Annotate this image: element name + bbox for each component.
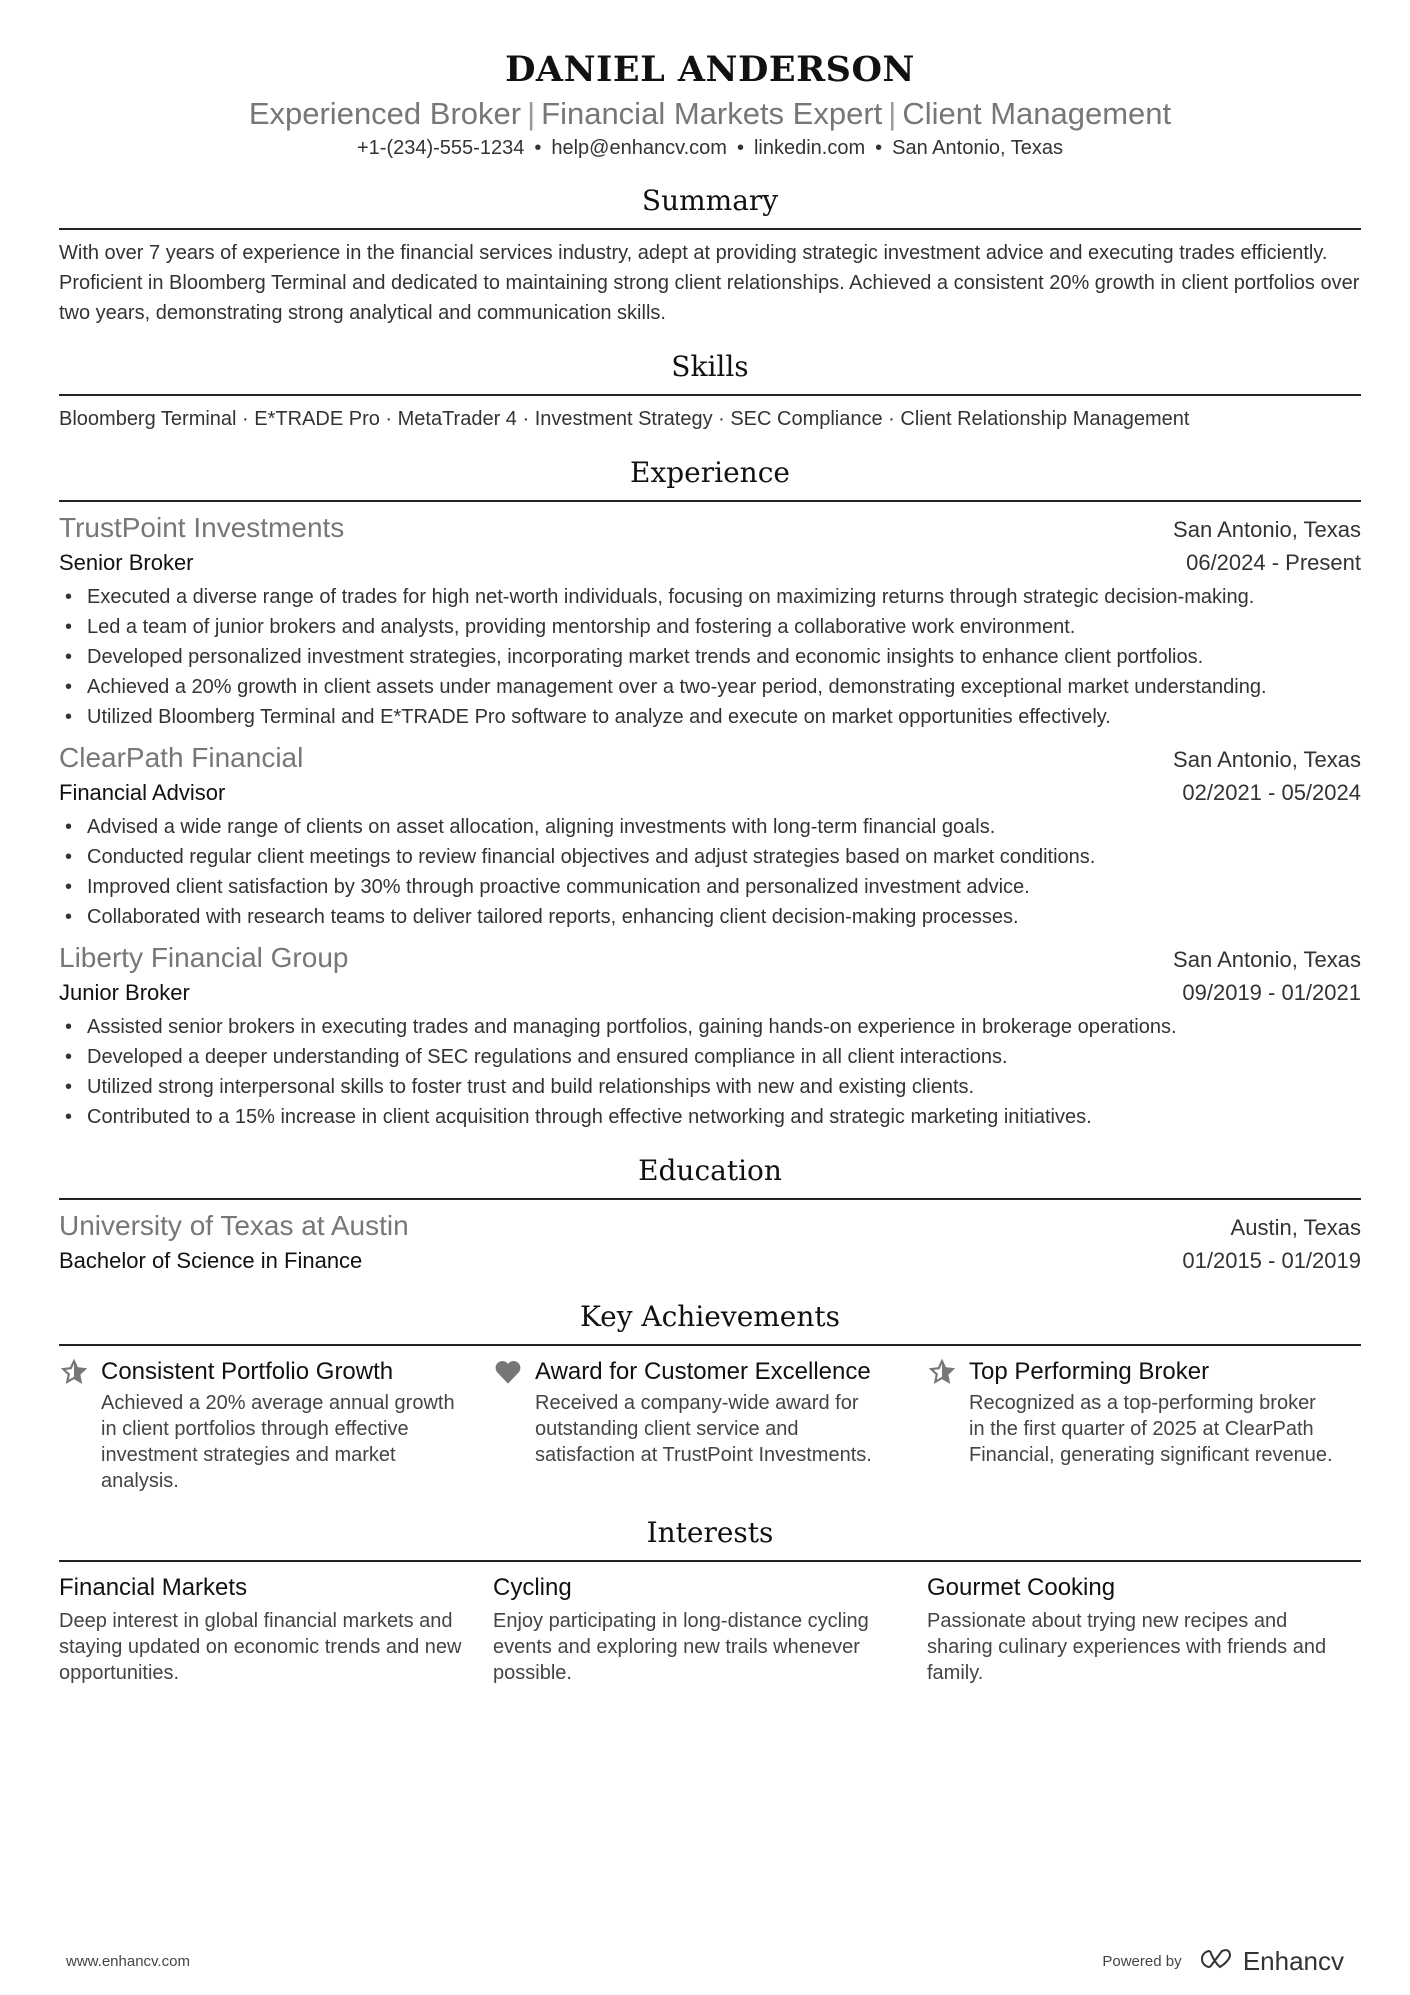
powered-by-label: Powered by — [1102, 1953, 1182, 1970]
resume — [59, 48, 1361, 1686]
achievement-text: Received a company-wide award for outstanding client service and satisfaction at TrustPoint Investments. — [535, 1392, 872, 1466]
degree: Bachelor of Science in Finance — [59, 1248, 363, 1273]
interest-item — [927, 1572, 1361, 1686]
job-role: Financial Advisor — [59, 780, 226, 805]
achievement-item — [927, 1356, 1361, 1494]
skills-list: Bloomberg Terminal · E*TRADE Pro · MetaTrader 4 · Investment Strategy · SEC Compliance · Client Relationship Management — [59, 408, 1190, 430]
bullet-item: • Executed a diverse range of trades for high net-worth individuals, focusing on maximizing returns through strategic decision-making. — [59, 582, 1361, 612]
bullet-item: • Utilized strong interpersonal skills to foster trust and build relationships with new and existing clients. — [59, 1072, 1361, 1102]
job-dates: 06/2024 - Present — [1186, 550, 1361, 575]
achievement-header — [493, 1356, 901, 1388]
section-heading-summary: Summary — [59, 182, 1361, 230]
job-header — [59, 510, 1361, 546]
achievement-title: Consistent Portfolio Growth — [101, 1358, 394, 1385]
bullet-item: • Led a team of junior brokers and analysts, providing mentorship and fostering a collaborative work environment. — [59, 612, 1361, 642]
interest-title: Cycling — [493, 1574, 572, 1601]
bullet-item: • Developed a deeper understanding of SEC regulations and ensured compliance in all client interactions. — [59, 1042, 1361, 1072]
job-role: Senior Broker — [59, 550, 194, 575]
headline — [59, 94, 1361, 134]
linkedin-link[interactable]: linkedin.com — [753, 137, 866, 159]
section-heading-education: Education — [59, 1152, 1361, 1200]
bullet-item: • Contributed to a 15% increase in client acquisition through effective networking and strategic marketing initiatives. — [59, 1102, 1361, 1132]
enhancv-brand-text: Enhancv — [1242, 1946, 1344, 1976]
company-name: ClearPath Financial — [59, 742, 304, 773]
footer — [66, 1946, 1344, 1977]
education-dates: 01/2015 - 01/2019 — [1182, 1248, 1361, 1273]
school-name: University of Texas at Austin — [59, 1210, 409, 1241]
company-name: Liberty Financial Group — [59, 942, 349, 973]
interests-list — [59, 1572, 1361, 1686]
headline-item: Experienced Broker — [248, 96, 522, 131]
section-heading-skills: Skills — [59, 348, 1361, 396]
job-subheader — [59, 776, 1361, 810]
website-link[interactable]: www.enhancv.com — [66, 1953, 190, 1970]
summary-text: With over 7 years of experience in the financial services industry, adept at providing strategic investment advice and executing trades efficiently. Proficient in Bloomberg Terminal and dedicated to maintaining strong client relationships. Achieved a consistent 20% growth in client portfolios over two years, demonstrating strong analytical and communication skills. — [59, 242, 1360, 324]
separator: | — [527, 96, 536, 131]
achievement-title: Award for Customer Excellence — [535, 1358, 871, 1385]
interest-text: Passionate about trying new recipes and sharing culinary experiences with friends and family. — [927, 1610, 1327, 1684]
achievement-text: Recognized as a top-performing broker in the first quarter of 2025 at ClearPath Financial, generating significant revenue. — [969, 1392, 1333, 1466]
bullet-item: • Collaborated with research teams to deliver tailored reports, enhancing client decision-making processes. — [59, 902, 1361, 932]
interest-text: Deep interest in global financial markets and staying updated on economic trends and new opportunities. — [59, 1610, 462, 1684]
separator: | — [888, 96, 897, 131]
headline-item: Financial Markets Expert — [541, 96, 883, 131]
achievement-item — [493, 1356, 927, 1494]
job-bullets — [59, 812, 1361, 932]
job-dates: 09/2019 - 01/2021 — [1182, 980, 1361, 1005]
interest-title: Financial Markets — [59, 1574, 248, 1601]
job-header — [59, 940, 1361, 976]
achievement-title: Top Performing Broker — [969, 1358, 1210, 1385]
achievement-header — [927, 1356, 1335, 1388]
job-entry — [59, 940, 1361, 1132]
achievement-header — [59, 1356, 467, 1388]
bullet-item: • Improved client satisfaction by 30% through proactive communication and personalized investment advice. — [59, 872, 1361, 902]
job-header — [59, 740, 1361, 776]
achievement-item — [59, 1356, 493, 1494]
achievements-list — [59, 1356, 1361, 1494]
company-name: TrustPoint Investments — [59, 512, 345, 543]
bullet-item: • Assisted senior brokers in executing trades and managing portfolios, gaining hands-on experience in brokerage operations. — [59, 1012, 1361, 1042]
bullet-item: • Achieved a 20% growth in client assets under management over a two-year period, demonstrating exceptional market understanding. — [59, 672, 1361, 702]
bullet-item: • Utilized Bloomberg Terminal and E*TRADE Pro software to analyze and execute on market opportunities effectively. — [59, 702, 1361, 732]
enhancv-logo-icon — [1196, 1948, 1236, 1970]
section-heading-achievements: Key Achievements — [59, 1298, 1361, 1346]
bullet-item: • Conducted regular client meetings to review financial objectives and adjust strategies based on market conditions. — [59, 842, 1361, 872]
job-subheader — [59, 546, 1361, 580]
contact-info — [59, 134, 1361, 162]
section-heading-experience: Experience — [59, 454, 1361, 502]
interest-title: Gourmet Cooking — [927, 1574, 1116, 1601]
powered-by — [1102, 1946, 1344, 1977]
heart-icon — [493, 1359, 523, 1385]
phone[interactable]: +1-(234)-555-1234 — [356, 137, 525, 159]
interest-item — [59, 1572, 493, 1686]
location: San Antonio, Texas — [892, 137, 1064, 159]
separator: • — [534, 137, 542, 159]
job-subheader — [59, 976, 1361, 1010]
job-bullets — [59, 1012, 1361, 1132]
separator: • — [875, 137, 883, 159]
interest-text: Enjoy participating in long-distance cycling events and exploring new trails whenever possible. — [493, 1610, 869, 1684]
job-entry — [59, 510, 1361, 732]
school-location: Austin, Texas — [1230, 1215, 1361, 1240]
headline-item: Client Management — [902, 96, 1172, 131]
experience-list — [59, 510, 1361, 1132]
achievement-text: Achieved a 20% average annual growth in client portfolios through effective investment strategies and market analysis. — [101, 1392, 455, 1492]
job-bullets — [59, 582, 1361, 732]
enhancv-logo — [1196, 1946, 1344, 1977]
star-icon — [59, 1359, 89, 1385]
section-heading-interests: Interests — [59, 1514, 1361, 1562]
candidate-name: DANIEL ANDERSON — [505, 49, 915, 90]
education-entry — [59, 1208, 1361, 1278]
star-icon — [927, 1359, 957, 1385]
job-location: San Antonio, Texas — [1173, 747, 1361, 772]
bullet-item: • Advised a wide range of clients on asset allocation, aligning investments with long-term financial goals. — [59, 812, 1361, 842]
job-location: San Antonio, Texas — [1173, 517, 1361, 542]
separator: • — [736, 137, 744, 159]
email[interactable]: help@enhancv.com — [551, 137, 727, 159]
interest-item — [493, 1572, 927, 1686]
bullet-item: • Developed personalized investment strategies, incorporating market trends and economic insights to enhance client portfolios. — [59, 642, 1361, 672]
job-entry — [59, 740, 1361, 932]
job-role: Junior Broker — [59, 980, 190, 1005]
job-location: San Antonio, Texas — [1173, 947, 1361, 972]
job-dates: 02/2021 - 05/2024 — [1182, 780, 1361, 805]
